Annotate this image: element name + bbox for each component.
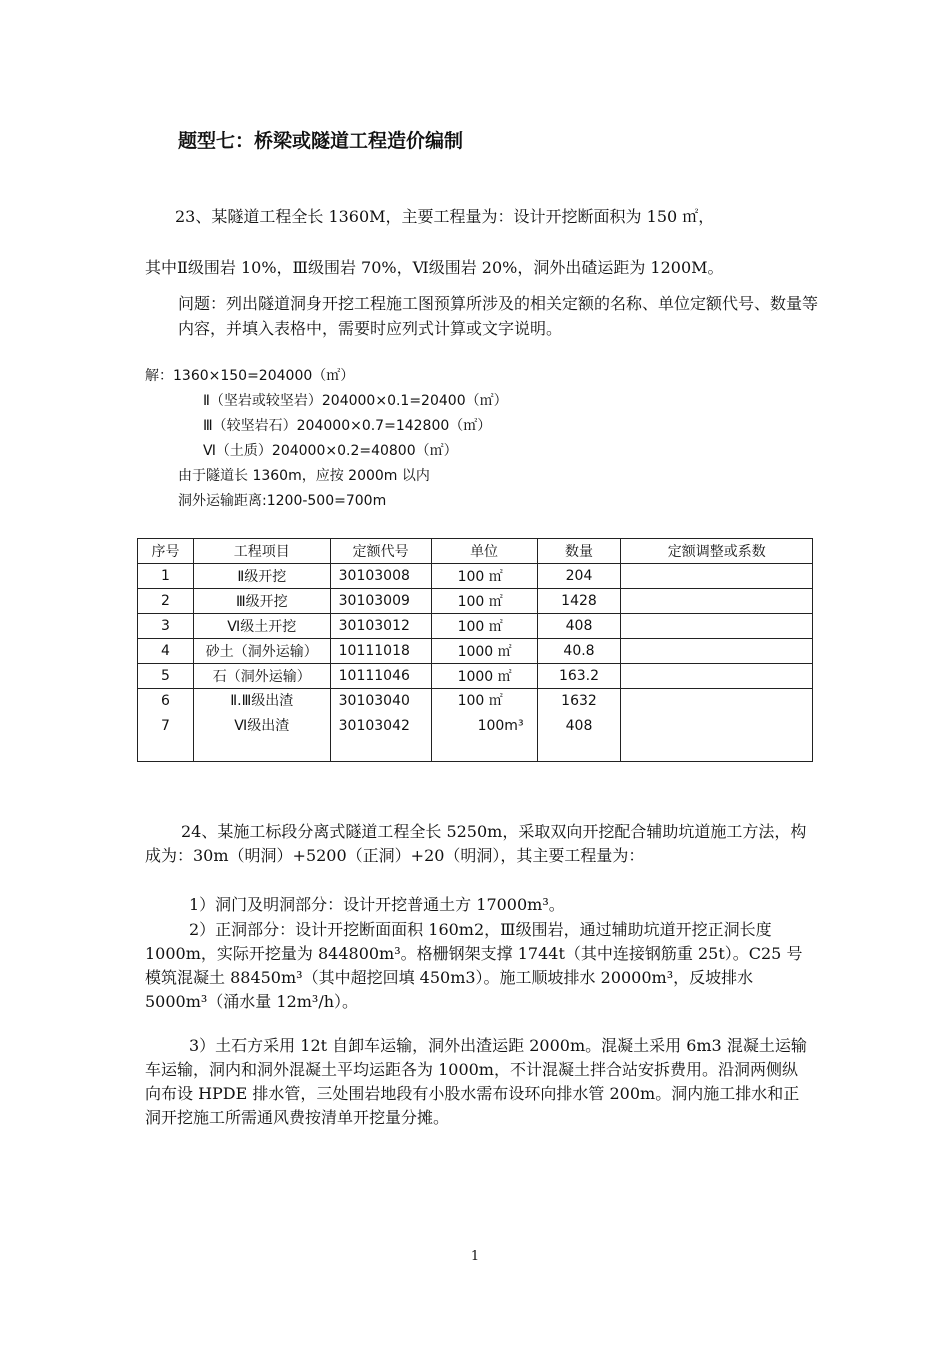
cell-item: Ⅵ级土开挖 xyxy=(193,614,330,639)
cell-item xyxy=(193,689,330,762)
cell-no-7: 7 xyxy=(160,718,170,734)
header-qty: 数量 xyxy=(537,539,621,564)
cell-no: 1 xyxy=(138,564,194,589)
cell-adjustment xyxy=(621,639,813,664)
cell-item: Ⅱ级开挖 xyxy=(193,564,330,589)
cell-qty: 1428 xyxy=(537,589,621,614)
table-row xyxy=(138,664,813,689)
q24-intro: 24、某施工标段分离式隧道工程全长 5250m，采取双向开挖配合辅助坑道施工方法，构成为：30m（明洞）+5200（正洞）+20（明洞），其主要工程量为： xyxy=(145,822,807,865)
cell-code: 10111046 xyxy=(330,664,431,689)
page-number: 1 xyxy=(470,1249,480,1264)
cell-qty: 204 xyxy=(537,564,621,589)
cell-no-6: 6 xyxy=(160,693,170,709)
cell-code-7: 30103042 xyxy=(338,718,410,734)
solution-line-2: Ⅲ（较坚岩石）204000×0.7=142800（㎡） xyxy=(203,418,492,434)
solution-line-4: 由于隧道长 1360m，应按 2000m 以内 xyxy=(178,468,430,484)
cell-unit: 1000 ㎡ xyxy=(431,639,537,664)
cell-adjustment xyxy=(621,614,813,639)
header-unit: 单位 xyxy=(431,539,537,564)
q24-item-3: 3）土石方采用 12t 自卸车运输，洞外出渣运距 2000m。混凝土采用 6m3 混凝土运输车运输，洞内和洞外混凝土平均运距各为 1000m，不计混凝土拌合站安拆费用。沿洞两侧纵向布设 HPDE 排水管，三处围岩地段有小股水需布设环向排水管 200m。洞内施工排水和正洞开挖施工所需通风费按清单开挖量分摊。 xyxy=(145,1036,807,1127)
cell-no xyxy=(138,689,194,762)
cell-qty: 40.8 xyxy=(537,639,621,664)
cell-unit xyxy=(431,689,537,762)
cell-adjustment xyxy=(621,589,813,614)
header-item: 工程项目 xyxy=(193,539,330,564)
cell-code xyxy=(330,689,431,762)
cell-qty xyxy=(537,689,621,762)
cell-unit-7: 100m³ xyxy=(477,718,524,734)
cell-item-7: Ⅵ级出渣 xyxy=(234,718,290,734)
cell-unit: 100 ㎡ xyxy=(431,589,537,614)
q23-line2: 其中Ⅱ级围岩 10%，Ⅲ级围岩 70%，Ⅵ级围岩 20%，洞外出碴运距为 1200M。 xyxy=(145,258,724,277)
cell-unit: 100 ㎡ xyxy=(431,564,537,589)
cell-adjustment xyxy=(621,564,813,589)
cell-adjustment xyxy=(621,664,813,689)
cell-qty-6: 1632 xyxy=(561,693,597,709)
cell-unit-6: 100 ㎡ xyxy=(457,693,503,709)
cell-qty: 163.2 xyxy=(537,664,621,689)
table-row xyxy=(138,589,813,614)
q23-line1: 23、某隧道工程全长 1360M，主要工程量为：设计开挖断面积为 150 ㎡， xyxy=(175,207,715,226)
cell-item-6: Ⅱ.Ⅲ级出渣 xyxy=(230,693,294,709)
solution-line-1: Ⅱ（坚岩或较坚岩）204000×0.1=20400（㎡） xyxy=(203,393,508,409)
cell-no: 3 xyxy=(138,614,194,639)
table-row-merged xyxy=(138,689,813,762)
table-row xyxy=(138,614,813,639)
cell-qty: 408 xyxy=(537,614,621,639)
q24-item-2: 2）正洞部分：设计开挖断面面积 160m2，Ⅲ级围岩，通过辅助坑道开挖正洞长度 1000m，实际开挖量为 844800m³。格栅钢架支撑 1744t（其中连接钢筋重 25t）。C25 号模筑混凝土 88450m³（其中超挖回填 450m3）。施工顺坡排水 20000m³，反坡排水 5000m³（涌水量 12m³/h）。 xyxy=(145,920,803,1011)
cell-qty-7: 408 xyxy=(565,718,593,734)
cell-code: 30103009 xyxy=(330,589,431,614)
header-code: 定额代号 xyxy=(330,539,431,564)
header-adjustment: 定额调整或系数 xyxy=(621,539,813,564)
page-title: 题型七：桥梁或隧道工程造价编制 xyxy=(178,130,464,152)
cell-item: 石（洞外运输） xyxy=(193,664,330,689)
cell-code: 30103012 xyxy=(330,614,431,639)
solution-line-0: 解：1360×150=204000（㎡） xyxy=(145,368,355,384)
q24-item-1: 1）洞门及明洞部分：设计开挖普通土方 17000m³。 xyxy=(189,895,565,914)
cell-code: 10111018 xyxy=(330,639,431,664)
solution-line-5: 洞外运输距离:1200-500=700m xyxy=(178,493,387,509)
cell-item: 砂土（洞外运输） xyxy=(193,639,330,664)
table-header-row xyxy=(138,539,813,564)
q23-question: 问题：列出隧道洞身开挖工程施工图预算所涉及的相关定额的名称、单位定额代号、数量等内容，并填入表格中，需要时应列式计算或文字说明。 xyxy=(178,294,819,338)
table-row xyxy=(138,564,813,589)
cell-no: 4 xyxy=(138,639,194,664)
cell-code-6: 30103040 xyxy=(338,693,410,709)
cell-unit: 1000 ㎡ xyxy=(431,664,537,689)
cell-unit: 100 ㎡ xyxy=(431,614,537,639)
quota-table xyxy=(137,538,813,762)
table-row xyxy=(138,639,813,664)
cell-no: 5 xyxy=(138,664,194,689)
cell-adjustment xyxy=(621,689,813,762)
solution-line-3: Ⅵ（土质）204000×0.2=40800（㎡） xyxy=(203,443,458,459)
cell-item: Ⅲ级开挖 xyxy=(193,589,330,614)
cell-no: 2 xyxy=(138,589,194,614)
header-no: 序号 xyxy=(138,539,194,564)
cell-code: 30103008 xyxy=(330,564,431,589)
